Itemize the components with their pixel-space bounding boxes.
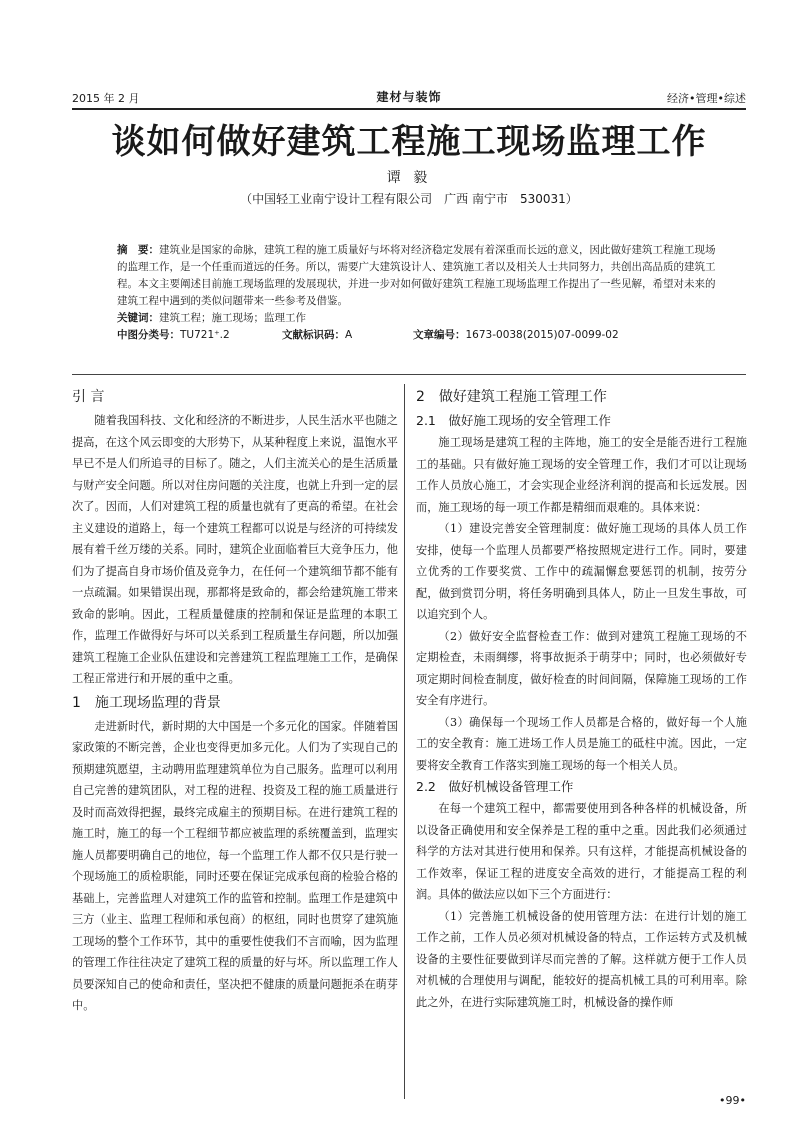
intro-paragraph: 随着我国科技、文化和经济的不断进步，人民生活水平也随之提高，在这个风云即变的大形势下，从某种程度上来说，温饱水平早已不是人们所追寻的目标了。随之，人们主流关心的是生活质量与财产安全问题。所以对住房问题的关注度，也就上升到一定的层次了。因而，人们对建筑工程的质量也就有了更高的希望。在社会主义建设的道路上，每一个建筑工程都可以说是与经济的可持续发展有着千丝万缕的关系。同时，建筑企业面临着巨大竞争压力，他们为了提高自身市场价值及竞争力，在任何一个建筑细节都不能有一点疏漏。如果错误出现，那都将是致命的，都会给建筑施工带来致命的影响。因此，工程质量健康的控制和保证是监理的本职工作，监理工作做得好与坏可以关系到工程质量生存问题，所以加强建筑工程施工企业队伍建设和完善建筑工程监理施工工作，是确保工程正常进行和开展的重中之重。 bbox=[72, 414, 398, 685]
article-author: 谭 毅 bbox=[386, 170, 432, 186]
article-no-label: 文章编号： bbox=[413, 329, 466, 341]
keywords-label: 关键词： bbox=[117, 312, 159, 324]
intro-heading: 引 言 bbox=[72, 389, 105, 405]
journal-name: 建材与装饰 bbox=[376, 90, 442, 104]
running-header bbox=[72, 88, 746, 106]
section-2-1-paragraph: 施工现场是建筑工程的主阵地，施工的安全是能否进行工程施工的基础。只有做好施工现场的安全管理工作，我们才可以让现场工作人员放心施工，才会实现企业经济利润的提高和长远发展。因而，施工现场的每一项工作都是精细而艰难的。具体来说： bbox=[416, 436, 747, 514]
issue-date: 2015 年 2 月 bbox=[72, 92, 140, 105]
abstract-rule bbox=[72, 374, 746, 375]
classification-row bbox=[117, 327, 716, 344]
section-2-2-item-1: （1）完善施工机械设备的使用管理方法：在进行计划的施工工作之前，工作人员必须对机械设备的特点，工作运转方式及机械设备的主要性征要做到详尽而完善的了解。这样就方便于工作人员对机械的合理使用与调配，能较好的提高机械工具的可利用率。除此之外，在进行实际建筑施工时，机械设备的操作师 bbox=[416, 909, 747, 1009]
section-2-2-heading: 2.2 做好机械设备管理工作 bbox=[416, 779, 574, 794]
section-2-heading: 2 做好建筑工程施工管理工作 bbox=[416, 389, 607, 405]
section-1-heading: 1 施工现场监理的背景 bbox=[72, 694, 221, 711]
section-2-1-item-3: （3）确保每一个现场工作人员都是合格的，做好每一个人施工的安全教育：施工进场工作人员是施工的砥柱中流。因此，一定要将安全教育工作落实到施工现场的每一个相关人员。 bbox=[416, 715, 747, 772]
clc-value: TU721⁺.2 bbox=[180, 329, 230, 341]
article-no-field bbox=[413, 327, 619, 344]
article-no-value: 1673-0038(2015)07-0099-02 bbox=[465, 329, 619, 341]
section-name: 经济•管理•综述 bbox=[667, 92, 746, 105]
column-divider bbox=[404, 384, 405, 1099]
section-2-1-heading: 2.1 做好施工现场的安全管理工作 bbox=[416, 413, 611, 428]
page-number: •99• bbox=[719, 1094, 746, 1107]
doc-code-label: 文献标识码： bbox=[282, 329, 345, 341]
abstract-label: 摘 要： bbox=[117, 244, 159, 256]
keywords-line bbox=[117, 310, 716, 327]
section-1-paragraph: 走进新时代，新时期的大中国是一个多元化的国家。伴随着国家政策的不断完善，企业也变得更加多元化。人们为了实现自己的预期建筑愿望，主动聘用监理建筑单位为自己服务。监理可以利用自己完善的建筑团队，对工程的进程、投资及工程的施工质量进行及时而高效得把握，最终完成雇主的预期目标。在进行建筑工程的施工时，施工的每一个工程细节都应被监理的系统覆盖到，监理实施人员都要明确自己的地位，每一个监理工作人都不仅只是行驶一个现场施工的质检职能，同时还要在保证完成承包商的检验合格的基础上，完善监理人对建筑工作的监管和控制。监理工作是建筑中三方（业主、监理工程师和承包商）的枢纽，同时也贯穿了建筑施工现场的整个工作环节，其中的重要性使我们不言而喻，因为监理的管理工作往往决定了建筑工程的质量的好与坏。所以监理工作人员要深知自己的使命和责任，坚决把不健康的质量问题扼杀在萌芽中。 bbox=[72, 719, 398, 1012]
abstract-text: 建筑业是国家的命脉，建筑工程的施工质量好与坏将对经济稳定发展有着深重而长远的意义，因此做好建筑工程施工现场的监理工作，是一个任重而道远的任务。所以，需要广大建筑设计人、建筑施工者以及相关人士共同努力，共创出高品质的建筑工程。本文主要阐述目前施工现场监理的发展现状，并进一步对如何做好建筑工程施工现场监理工作提出了一些见解，希望对未来的建筑工程中遇到的类似问题带来一些参考及借鉴。 bbox=[117, 244, 716, 307]
clc-field bbox=[117, 327, 230, 344]
clc-label: 中图分类号： bbox=[117, 329, 180, 341]
section-2-2-paragraph: 在每一个建筑工程中，都需要使用到各种各样的机械设备，所以设备正确使用和安全保养是工程的重中之重。因此我们必须通过科学的方法对其进行使用和保养。只有这样，才能提高机械设备的工作效率，保证工程的进度安全高效的进行，才能提高工程的利润。具体的做法应以如下三个方面进行： bbox=[416, 802, 747, 901]
article-title: 谈如何做好建筑工程施工现场监理工作 bbox=[111, 122, 707, 162]
author-affiliation: （中国轻工业南宁设计工程有限公司 广西 南宁市 530031） bbox=[240, 192, 578, 206]
left-column bbox=[72, 384, 398, 1017]
doc-code-value: A bbox=[345, 329, 353, 341]
keywords-text: 建筑工程；施工现场；监理工作 bbox=[159, 312, 306, 324]
right-column bbox=[416, 384, 747, 1013]
abstract-block bbox=[117, 242, 716, 344]
abstract-paragraph bbox=[117, 242, 716, 310]
doc-code-field bbox=[282, 327, 352, 344]
section-2-1-item-2: （2）做好安全监督检查工作：做到对建筑工程施工现场的不定期检查，未雨绸缪，将事故扼杀于萌芽中；同时，也必须做好专项定期时间检查制度，做好检查的时间间隔，保障施工现场的工作安全有序进行。 bbox=[416, 629, 747, 707]
section-2-1-item-1: （1）建设完善安全管理制度：做好施工现场的具体人员工作安排，使每一个监理人员都要严格按照规定进行工作。同时，要建立优秀的工作要奖赏、工作中的疏漏懈怠要惩罚的机制，按劳分配，做到赏罚分明，将任务明确到具体人，防止一旦发生事故，可以追究到个人。 bbox=[416, 522, 747, 621]
header-rule bbox=[72, 108, 746, 110]
